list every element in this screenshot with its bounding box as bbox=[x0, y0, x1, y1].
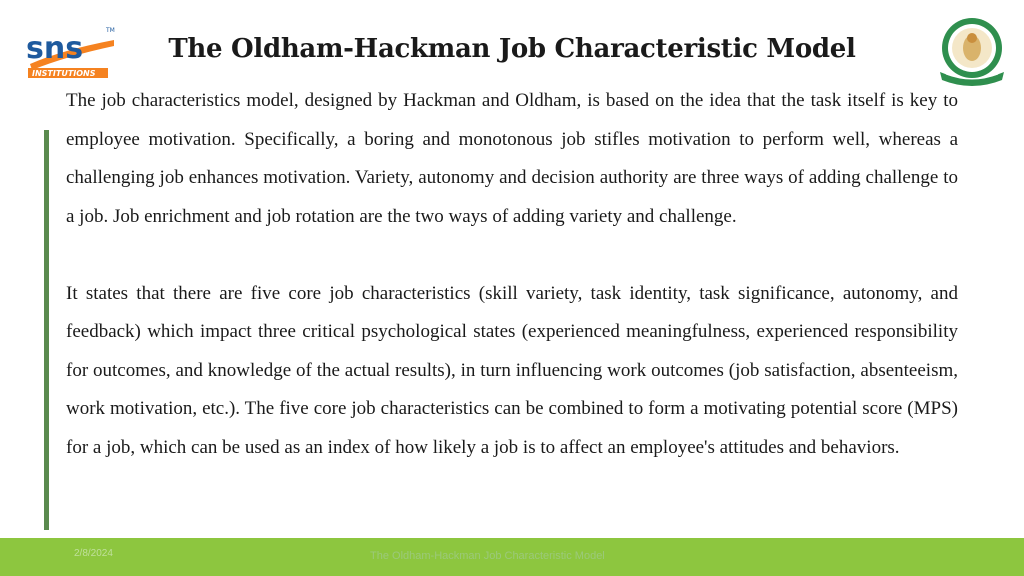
college-seal-icon bbox=[932, 14, 1012, 88]
paragraph-definition: The job characteristics model, designed by Hackman and Oldham, is based on the idea that the task itself is key to employee motivation. Specifically, a boring and monotonous job stifles motivation to perform well, whereas a challenging job enhances motivation. Variety, autonomy and decision authority are three ways of adding challenge to a job. Job enrichment and job rotation are the two ways of adding variety and challenge. bbox=[66, 90, 958, 227]
footer-date: 2/8/2024 bbox=[74, 548, 113, 559]
svg-text:sns: sns bbox=[26, 31, 84, 66]
svg-text:TM: TM bbox=[106, 27, 115, 34]
accent-bar bbox=[44, 130, 49, 530]
college-seal-logo bbox=[932, 14, 1012, 88]
paragraph-core-characteristics: It states that there are five core job characteristics (skill variety, task identity, task significance, autonomy, and feedback) which impact three critical psychological states (experienced meaningfulness, experienced responsibility for outcomes, and knowledge of the actual results), in turn influencing work outcomes (job satisfaction, absenteeism, work motivation, etc.). The five core job characteristics can be combined to form a motivating potential score (MPS) for a job, which can be used as an index of how likely a job is to affect an employee's attitudes and behaviors. bbox=[66, 282, 958, 458]
svg-text:INSTITUTIONS: INSTITUTIONS bbox=[32, 69, 96, 78]
body-text bbox=[66, 82, 958, 467]
page-title: The Oldham-Hackman Job Characteristic Model bbox=[168, 34, 856, 64]
footer-title: The Oldham-Hackman Job Characteristic Model bbox=[370, 550, 605, 562]
